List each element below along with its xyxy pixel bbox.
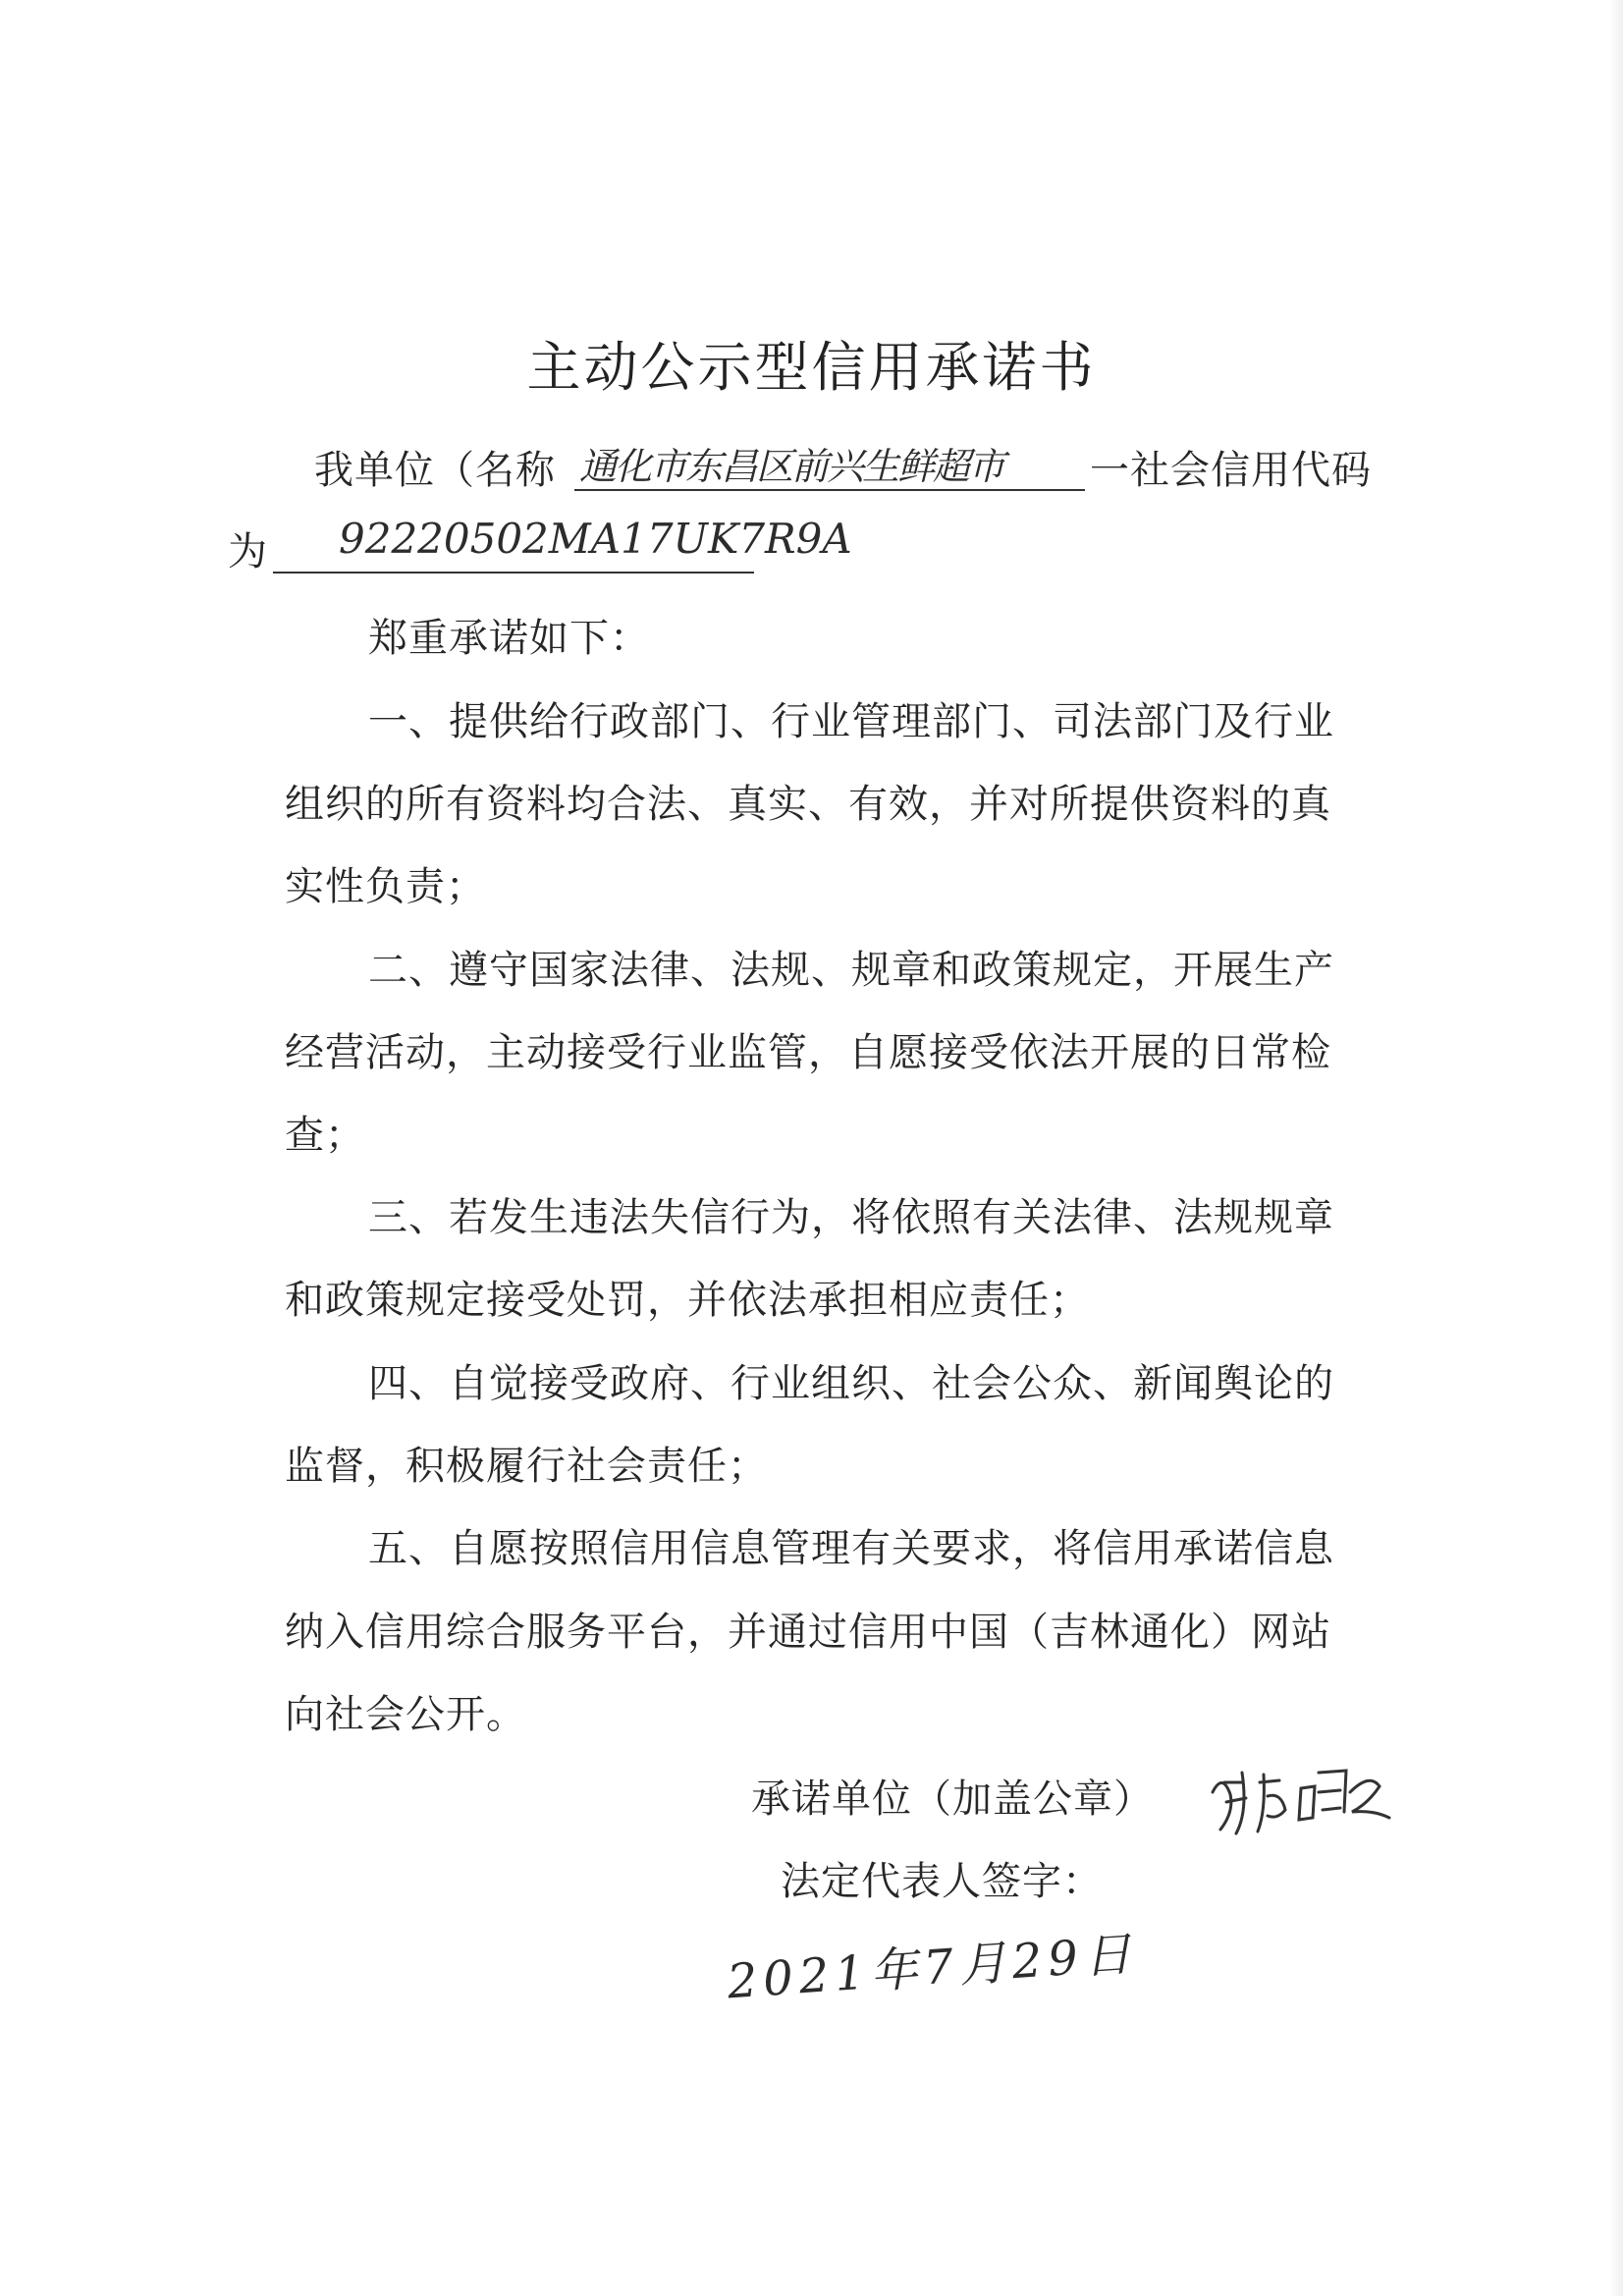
clause-2-line-2: 经营活动，主动接受行业监管，自愿接受依法开展的日常检 [285,1030,1331,1075]
unit-name-underline [574,489,1085,491]
intro-suffix: 一社会信用代码 [1090,448,1372,493]
clause-3-line-1: 三、若发生违法失信行为，将依照有关法律、法规规章 [368,1195,1334,1240]
clause-2-line-3: 查； [285,1113,365,1158]
signing-unit-label: 承诺单位（加盖公章） [751,1777,1154,1822]
clause-1-line-3: 实性负责； [285,864,486,909]
clause-4-line-2: 监督，积极履行社会责任； [285,1444,768,1489]
clause-3-line-2: 和政策规定接受处罚，并依法承担相应责任； [285,1278,1090,1323]
intro-prefix: 我单位（名称 [314,448,556,493]
solemn-statement: 郑重承诺如下： [368,616,650,661]
clause-4-line-1: 四、自觉接受政府、行业组织、社会公众、新闻舆论的 [368,1361,1334,1406]
legal-representative-label: 法定代表人签字： [781,1859,1103,1904]
clause-2-line-1: 二、遵守国家法律、法规、规章和政策规定，开展生产 [368,948,1334,993]
clause-5-line-1: 五、自愿按照信用信息管理有关要求，将信用承诺信息 [368,1526,1334,1571]
clause-1-line-1: 一、提供给行政部门、行业管理部门、司法部门及行业 [368,699,1334,744]
clause-1-line-2: 组织的所有资料均合法、真实、有效，并对所提供资料的真 [285,782,1331,827]
unit-name-handwritten: 通化市东昌区前兴生鲜超市 [579,445,1004,488]
document-title: 主动公示型信用承诺书 [526,336,1097,399]
credit-code-handwritten: 92220502MA17UK7R9A [339,515,852,563]
code-prefix: 为 [228,529,268,574]
clause-5-line-3: 向社会公开。 [285,1692,526,1737]
credit-code-underline [273,572,754,574]
handwritten-date: 2021年7月29日 [725,1926,1139,2010]
clause-5-line-2: 纳入信用综合服务平台，并通过信用中国（吉林通化）网站 [285,1610,1331,1655]
legal-representative-signature [1203,1753,1399,1841]
